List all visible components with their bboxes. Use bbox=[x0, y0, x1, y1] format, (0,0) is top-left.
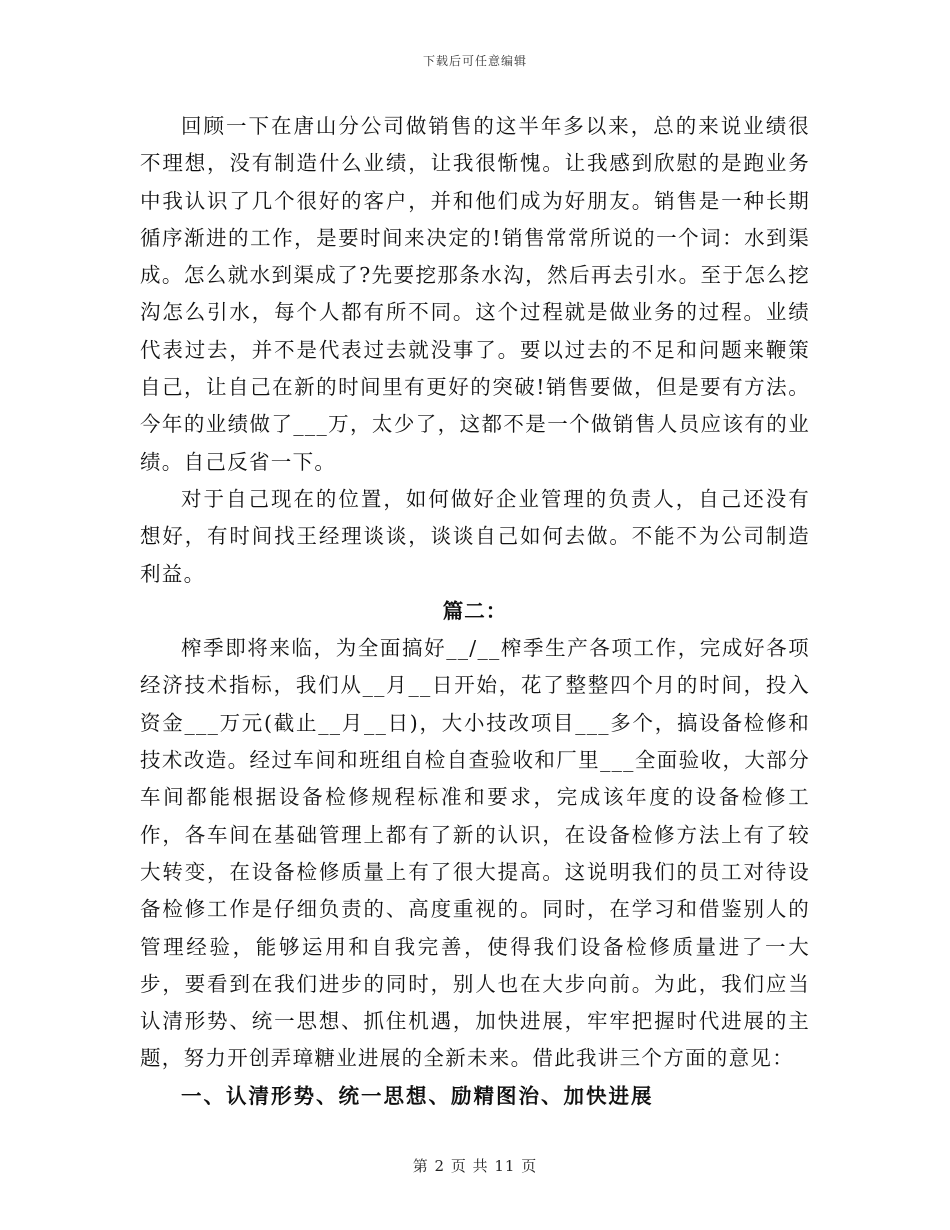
document-body bbox=[140, 108, 810, 1115]
header-note: 下载后可任意编辑 bbox=[422, 54, 527, 68]
section-title: 篇二： bbox=[442, 598, 508, 623]
page-footer: 第 2 页 共 11 页 bbox=[412, 1157, 538, 1175]
paragraph-2: 对于自己现在的位置，如何做好企业管理的负责人，自己还没有想好，有时间找王经理谈谈，谈谈自己如何去做。不能不为公司制造利益。 bbox=[140, 486, 810, 586]
subheading: 一、认清形势、统一思想、励精图治、加快进展 bbox=[181, 1083, 654, 1108]
paragraph-3: 榨季即将来临，为全面搞好__/__榨季生产各项工作，完成好各项经济技术指标，我们从__月__日开始，花了整整四个月的时间，投入资金___万元(截止__月__日)，大小技改项目___多个，搞设备检修和技术改造。经过车间和班组自检自查验收和厂里___全面验收，大部分车间都能根据设备检修规程标准和要求，完成该年度的设备检修工作，各车间在基础管理上都有了新的认识，在设备检修方法上有了较大转变，在设备检修质量上有了很大提高。这说明我们的员工对待设备检修工作是仔细负责的、高度重视的。同时，在学习和借鉴别人的管理经验，能够运用和自我完善，使得我们设备检修质量进了一大步，要看到在我们进步的同时，别人也在大步向前。为此，我们应当认清形势、统一思想、抓住机遇，加快进展，牢牢把握时代进展的主题，努力开创弄璋糖业进展的全新未来。借此我讲三个方面的意见： bbox=[140, 636, 810, 1071]
paragraph-1: 回顾一下在唐山分公司做销售的这半年多以来，总的来说业绩很不理想，没有制造什么业绩，让我很惭愧。让我感到欣慰的是跑业务中我认识了几个很好的客户，并和他们成为好朋友。销售是一种长期循序渐进的工作，是要时间来决定的!销售常常所说的一个词：水到渠成。怎么就水到渠成了?先要挖那条水沟，然后再去引水。至于怎么挖沟怎么引水，每个人都有所不同。这个过程就是做业务的过程。业绩代表过去，并不是代表过去就没事了。要以过去的不足和问题来鞭策自己，让自己在新的时间里有更好的突破!销售要做，但是要有方法。今年的业绩做了___万，太少了，这都不是一个做销售人员应该有的业绩。自己反省一下。 bbox=[140, 114, 810, 474]
